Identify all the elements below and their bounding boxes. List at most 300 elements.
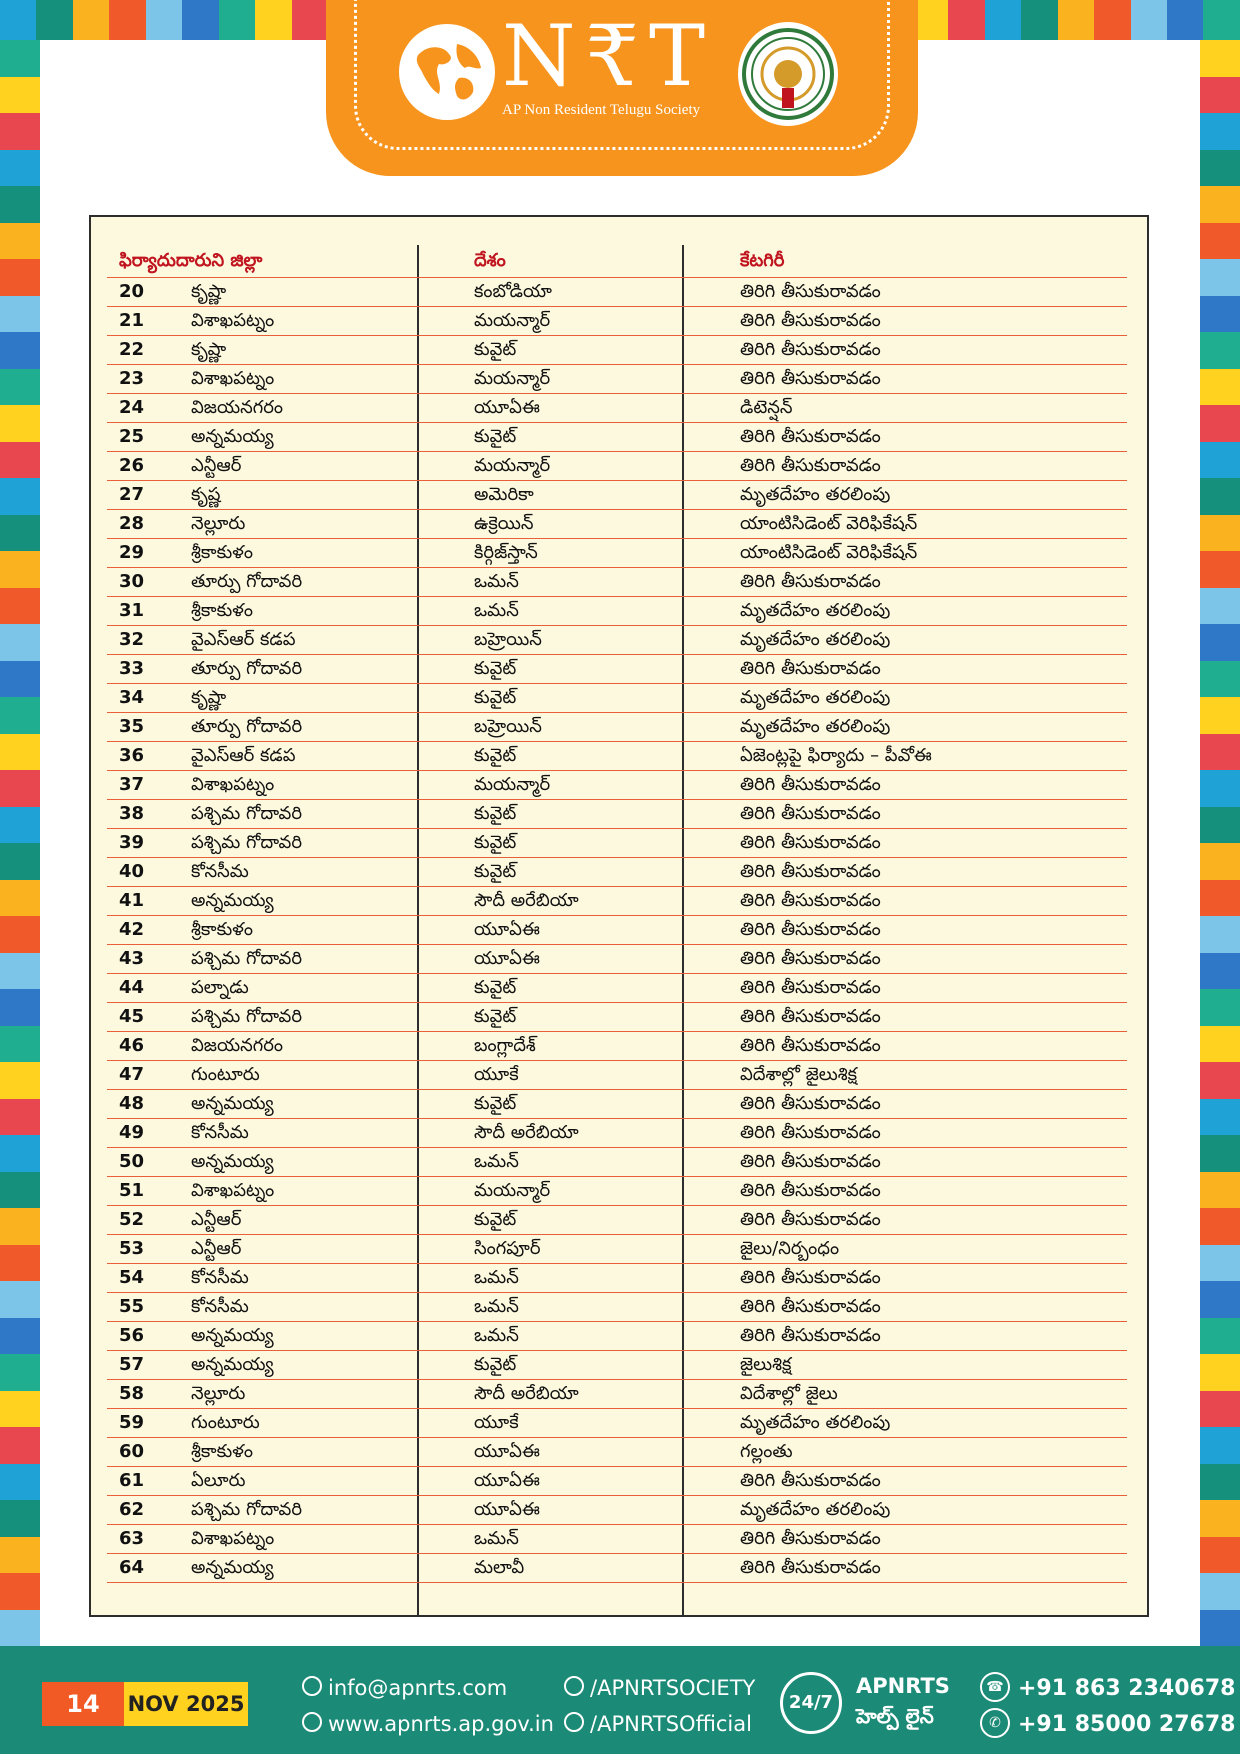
row-district: అన్నమయ్య <box>191 426 274 447</box>
border-tile <box>1200 880 1240 917</box>
border-tile <box>0 1500 40 1537</box>
border-tile <box>36 0 72 40</box>
table-row <box>107 1409 1127 1438</box>
email-contact[interactable] <box>302 1676 507 1700</box>
row-number: 48 <box>119 1093 145 1114</box>
row-country: మయన్మార్ <box>474 310 551 331</box>
border-tile <box>0 989 40 1026</box>
footer-bar <box>0 1646 1240 1754</box>
border-tile <box>219 0 255 40</box>
row-number: 59 <box>119 1412 145 1433</box>
row-number: 32 <box>119 629 145 650</box>
table-row <box>107 771 1127 800</box>
table-row <box>107 887 1127 916</box>
row-country: ఒమన్ <box>474 1528 519 1549</box>
helpline-24x7-badge: 24/7 <box>780 1672 842 1734</box>
table-row <box>107 278 1127 307</box>
row-district: విశాఖపట్నం <box>191 1528 275 1549</box>
border-tile <box>0 697 40 734</box>
border-tile <box>0 880 40 917</box>
row-category: తిరిగి తీసుకురావడం <box>740 1035 881 1056</box>
row-category: తిరిగి తీసుకురావడం <box>740 1151 881 1172</box>
row-number: 50 <box>119 1151 145 1172</box>
table-row <box>107 1467 1127 1496</box>
border-tile <box>0 150 40 187</box>
table-row <box>107 539 1127 568</box>
row-category: తిరిగి తీసుకురావడం <box>740 1296 881 1317</box>
row-category: తిరిగి తీసుకురావడం <box>740 368 881 389</box>
row-district: కోనసీమ <box>191 1296 249 1317</box>
organization-name: AP Non Resident Telugu Society <box>502 102 701 118</box>
border-tile <box>1058 0 1094 40</box>
border-tile <box>1200 1537 1240 1574</box>
row-category: తిరిగి తీసుకురావడం <box>740 1209 881 1230</box>
border-tile <box>1200 1099 1240 1136</box>
header-category: కేటగిరీ <box>740 250 785 271</box>
border-tile <box>0 223 40 260</box>
row-country: కువైట్ <box>474 977 517 998</box>
twitter-handle: /APNRTSOfficial <box>590 1712 752 1736</box>
row-country: సౌదీ అరేబియా <box>474 1122 579 1143</box>
border-tile <box>1200 843 1240 880</box>
row-category: డిటెన్షన్ <box>740 397 793 418</box>
row-district: కోనసీమ <box>191 1267 249 1288</box>
row-country: బహ్రెయిన్ <box>474 629 542 650</box>
row-country: కువైట్ <box>474 1354 517 1375</box>
border-tile <box>1200 624 1240 661</box>
row-district: పశ్చిమ గోదావరి <box>191 1499 303 1520</box>
border-tile <box>0 953 40 990</box>
row-country: కువైట్ <box>474 745 517 766</box>
border-tile <box>0 624 40 661</box>
row-district: కృష్ణా <box>191 687 227 708</box>
row-number: 60 <box>119 1441 145 1462</box>
row-district: ఎన్టీఆర్ <box>191 455 242 476</box>
row-number: 33 <box>119 658 145 679</box>
row-district: పశ్చిమ గోదావరి <box>191 832 303 853</box>
row-number: 41 <box>119 890 145 911</box>
table-row <box>107 1525 1127 1554</box>
row-country: సింగపూర్ <box>474 1238 541 1259</box>
row-district: నెల్లూరు <box>191 513 246 534</box>
row-district: తూర్పు గోదావరి <box>191 716 303 737</box>
row-number: 47 <box>119 1064 145 1085</box>
border-tile <box>0 1354 40 1391</box>
border-tile <box>0 843 40 880</box>
row-number: 23 <box>119 368 145 389</box>
row-category: మృతదేహం తరలింపు <box>740 600 891 621</box>
row-category: తిరిగి తీసుకురావడం <box>740 1470 881 1491</box>
row-country: యూఏఈ <box>474 1470 540 1491</box>
phone-number-1[interactable] <box>980 1674 1235 1704</box>
row-category: తిరిగి తీసుకురావడం <box>740 948 881 969</box>
row-category: తిరిగి తీసుకురావడం <box>740 426 881 447</box>
border-tile <box>0 916 40 953</box>
row-country: మలావీ <box>474 1557 525 1578</box>
row-category: తిరిగి తీసుకురావడం <box>740 919 881 940</box>
row-district: పశ్చిమ గోదావరి <box>191 1006 303 1027</box>
row-district: తూర్పు గోదావరి <box>191 658 303 679</box>
border-tile <box>1200 1573 1240 1610</box>
helpline-subtitle: హెల్ప్ లైన్ <box>856 1704 934 1728</box>
border-tile <box>0 661 40 698</box>
border-tile <box>1131 0 1167 40</box>
row-number: 43 <box>119 948 145 969</box>
row-category: తిరిగి తీసుకురావడం <box>740 1122 881 1143</box>
ap-government-emblem-icon <box>738 22 838 126</box>
border-tile <box>985 0 1021 40</box>
border-tile <box>0 1318 40 1355</box>
border-tile <box>182 0 218 40</box>
table-row <box>107 974 1127 1003</box>
border-tile <box>1200 953 1240 990</box>
issue-date: NOV 2025 <box>124 1682 248 1726</box>
row-number: 54 <box>119 1267 145 1288</box>
table-row <box>107 452 1127 481</box>
border-tile <box>0 1026 40 1063</box>
table-row <box>107 1090 1127 1119</box>
border-tile <box>1200 442 1240 479</box>
helpline-title: APNRTS <box>856 1674 950 1698</box>
row-country: యూఏఈ <box>474 919 540 940</box>
border-tile <box>0 770 40 807</box>
website-link[interactable] <box>302 1712 554 1736</box>
row-country: యూఏఈ <box>474 397 540 418</box>
row-district: కోనసీమ <box>191 1122 249 1143</box>
row-district: వైఎస్ఆర్ కడప <box>191 745 296 766</box>
border-tile <box>0 0 36 40</box>
row-category: తిరిగి తీసుకురావడం <box>740 1093 881 1114</box>
table-row <box>107 568 1127 597</box>
row-country: బహ్రెయిన్ <box>474 716 542 737</box>
header-country: దేశం <box>474 250 506 271</box>
table-row <box>107 1032 1127 1061</box>
row-district: గుంటూరు <box>191 1412 260 1433</box>
table-row <box>107 510 1127 539</box>
row-district: విజయనగరం <box>191 397 284 418</box>
row-district: అన్నమయ్య <box>191 1325 274 1346</box>
border-tile <box>1200 113 1240 150</box>
border-tile <box>0 515 40 552</box>
row-category: విదేశాల్లో జైలు <box>740 1383 838 1404</box>
border-tile <box>0 113 40 150</box>
phone-number-2-text: +91 85000 27678 <box>1018 1712 1236 1737</box>
border-tile <box>1200 186 1240 223</box>
row-number: 63 <box>119 1528 145 1549</box>
table-row <box>107 365 1127 394</box>
facebook-handle: /APNRTSOCIETY <box>590 1676 756 1700</box>
border-tile <box>0 186 40 223</box>
border-tile <box>0 77 40 114</box>
table-row <box>107 423 1127 452</box>
table-row <box>107 1177 1127 1206</box>
border-tile <box>1200 1281 1240 1318</box>
border-tile <box>109 0 145 40</box>
row-district: పశ్చిమ గోదావరి <box>191 803 303 824</box>
border-tile <box>1200 1172 1240 1209</box>
border-tile <box>1200 515 1240 552</box>
row-country: కువైట్ <box>474 803 517 824</box>
border-tile <box>292 0 328 40</box>
border-tile <box>1200 1245 1240 1282</box>
border-tile <box>1200 807 1240 844</box>
row-country: కిర్గిజ్‌స్తాన్ <box>474 542 538 563</box>
row-country: మయన్మార్ <box>474 1180 551 1201</box>
row-category: మృతదేహం తరలింపు <box>740 687 891 708</box>
border-tile <box>0 1610 40 1647</box>
table-row <box>107 1496 1127 1525</box>
row-district: శ్రీకాకుళం <box>191 919 253 940</box>
row-category: తిరిగి తీసుకురావడం <box>740 977 881 998</box>
row-category: తిరిగి తీసుకురావడం <box>740 1180 881 1201</box>
row-country: మయన్మార్ <box>474 774 551 795</box>
row-district: ఎన్టీఆర్ <box>191 1238 242 1259</box>
row-category: జైలుశిక్ష <box>740 1354 792 1375</box>
border-tile <box>0 1062 40 1099</box>
border-tile <box>1200 1135 1240 1172</box>
border-tile <box>0 1391 40 1428</box>
border-tile <box>0 442 40 479</box>
phone-number-2[interactable] <box>980 1710 1235 1740</box>
table-row <box>107 1293 1127 1322</box>
border-tile <box>0 405 40 442</box>
border-tile <box>1200 405 1240 442</box>
row-number: 44 <box>119 977 145 998</box>
border-tile <box>255 0 291 40</box>
table-row <box>107 1438 1127 1467</box>
border-tile <box>1200 661 1240 698</box>
row-country: కువైట్ <box>474 339 517 360</box>
row-category: తిరిగి తీసుకురావడం <box>740 1267 881 1288</box>
border-tile <box>0 1099 40 1136</box>
border-tile <box>1200 1318 1240 1355</box>
row-country: కువైట్ <box>474 1209 517 1230</box>
row-country: ఒమన్ <box>474 1296 519 1317</box>
row-country: కంబోడియా <box>474 281 552 302</box>
row-category: జైలు/నిర్బంధం <box>740 1238 840 1259</box>
row-number: 22 <box>119 339 145 360</box>
border-tile <box>146 0 182 40</box>
row-country: యూకే <box>474 1412 519 1433</box>
row-category: తిరిగి తీసుకురావడం <box>740 455 881 476</box>
row-category: మృతదేహం తరలింపు <box>740 1499 891 1520</box>
row-number: 21 <box>119 310 145 331</box>
border-tile <box>1200 223 1240 260</box>
table-row <box>107 1380 1127 1409</box>
page-number: 14 <box>42 1682 124 1726</box>
table-header-row <box>107 247 1127 278</box>
row-district: ఎన్టీఆర్ <box>191 1209 242 1230</box>
row-number: 31 <box>119 600 145 621</box>
row-number: 29 <box>119 542 145 563</box>
decorative-right-border <box>1200 40 1240 1646</box>
border-tile <box>1200 1391 1240 1428</box>
row-number: 25 <box>119 426 145 447</box>
row-number: 27 <box>119 484 145 505</box>
border-tile <box>1200 1062 1240 1099</box>
row-district: నెల్లూరు <box>191 1383 246 1404</box>
row-country: మయన్మార్ <box>474 368 551 389</box>
row-country: మయన్మార్ <box>474 455 551 476</box>
row-number: 62 <box>119 1499 145 1520</box>
row-number: 26 <box>119 455 145 476</box>
row-category: మృతదేహం తరలింపు <box>740 716 891 737</box>
border-tile <box>0 588 40 625</box>
row-district: శ్రీకాకుళం <box>191 542 253 563</box>
row-country: ఒమన్ <box>474 1151 519 1172</box>
row-country: ఒమన్ <box>474 571 519 592</box>
row-category: తిరిగి తీసుకురావడం <box>740 310 881 331</box>
table-row <box>107 1322 1127 1351</box>
border-tile <box>0 478 40 515</box>
row-number: 20 <box>119 281 145 302</box>
border-tile <box>0 296 40 333</box>
row-country: ఒమన్ <box>474 1325 519 1346</box>
row-category: తిరిగి తీసుకురావడం <box>740 571 881 592</box>
border-tile <box>1200 478 1240 515</box>
row-number: 35 <box>119 716 145 737</box>
table-row <box>107 1554 1127 1583</box>
row-district: పశ్చిమ గోదావరి <box>191 948 303 969</box>
border-tile <box>1200 296 1240 333</box>
row-country: యూఏఈ <box>474 1441 540 1462</box>
border-tile <box>1200 1208 1240 1245</box>
row-district: విశాఖపట్నం <box>191 310 275 331</box>
row-number: 45 <box>119 1006 145 1027</box>
row-number: 36 <box>119 745 145 766</box>
border-tile <box>1200 770 1240 807</box>
row-country: సౌదీ అరేబియా <box>474 890 579 911</box>
table-row <box>107 481 1127 510</box>
border-tile <box>1200 1354 1240 1391</box>
row-category: విదేశాల్లో జైలుశిక్ష <box>740 1064 858 1085</box>
row-country: బంగ్లాదేశ్ <box>474 1035 536 1056</box>
table-row <box>107 1119 1127 1148</box>
border-tile <box>0 40 40 77</box>
row-number: 57 <box>119 1354 145 1375</box>
row-district: తూర్పు గోదావరి <box>191 571 303 592</box>
table-row <box>107 1003 1127 1032</box>
row-country: ఒమన్ <box>474 600 519 621</box>
row-category: తిరిగి తీసుకురావడం <box>740 1006 881 1027</box>
row-country: యూఏఈ <box>474 1499 540 1520</box>
table-row <box>107 1206 1127 1235</box>
header-badge <box>326 0 918 176</box>
twitter-link[interactable] <box>564 1712 752 1736</box>
row-district: అన్నమయ్య <box>191 890 274 911</box>
row-number: 34 <box>119 687 145 708</box>
table-row <box>107 626 1127 655</box>
row-district: అన్నమయ్య <box>191 1093 274 1114</box>
website-url: www.apnrts.ap.gov.in <box>328 1712 554 1736</box>
border-tile <box>948 0 984 40</box>
table-row <box>107 858 1127 887</box>
globe-icon <box>302 1712 322 1732</box>
table-row <box>107 800 1127 829</box>
row-number: 53 <box>119 1238 145 1259</box>
row-country: కువైట్ <box>474 687 517 708</box>
table-row <box>107 655 1127 684</box>
border-tile <box>1200 1464 1240 1501</box>
border-tile <box>1200 989 1240 1026</box>
table-row <box>107 1061 1127 1090</box>
border-tile <box>0 1281 40 1318</box>
border-tile <box>0 259 40 296</box>
table-row <box>107 1235 1127 1264</box>
table-row <box>107 684 1127 713</box>
brand-logo-text: N₹T <box>502 7 715 105</box>
table-row <box>107 742 1127 771</box>
table-row <box>107 1351 1127 1380</box>
row-country: ఒమన్ <box>474 1267 519 1288</box>
row-district: విశాఖపట్నం <box>191 774 275 795</box>
table-row <box>107 829 1127 858</box>
border-tile <box>0 1208 40 1245</box>
email-address: info@apnrts.com <box>328 1676 508 1700</box>
border-tile <box>0 807 40 844</box>
row-category: యాంటిసిడెంట్ వెరిఫికేషన్ <box>740 542 918 563</box>
row-category: తిరిగి తీసుకురావడం <box>740 281 881 302</box>
facebook-link[interactable] <box>564 1676 755 1700</box>
row-country: యూకే <box>474 1064 519 1085</box>
table-row <box>107 597 1127 626</box>
table-row <box>107 916 1127 945</box>
row-category: గల్లంతు <box>740 1441 793 1462</box>
row-number: 30 <box>119 571 145 592</box>
row-district: విశాఖపట్నం <box>191 1180 275 1201</box>
row-number: 49 <box>119 1122 145 1143</box>
border-tile <box>1200 1026 1240 1063</box>
row-category: తిరిగి తీసుకురావడం <box>740 890 881 911</box>
row-district: కృష్ణ <box>191 484 221 505</box>
row-category: మృతదేహం తరలింపు <box>740 1412 891 1433</box>
row-number: 61 <box>119 1470 145 1491</box>
row-number: 58 <box>119 1383 145 1404</box>
row-country: ఉక్రెయిన్ <box>474 513 534 534</box>
row-category: తిరిగి తీసుకురావడం <box>740 1557 881 1578</box>
row-number: 55 <box>119 1296 145 1317</box>
border-tile <box>1094 0 1130 40</box>
row-district: విజయనగరం <box>191 1035 284 1056</box>
row-category: తిరిగి తీసుకురావడం <box>740 1325 881 1346</box>
row-number: 56 <box>119 1325 145 1346</box>
row-country: కువైట్ <box>474 832 517 853</box>
complaints-table <box>89 215 1149 1617</box>
row-district: శ్రీకాకుళం <box>191 1441 253 1462</box>
row-country: కువైట్ <box>474 861 517 882</box>
border-tile <box>0 734 40 771</box>
x-twitter-icon <box>564 1712 584 1732</box>
row-category: తిరిగి తీసుకురావడం <box>740 832 881 853</box>
border-tile <box>0 1573 40 1610</box>
row-district: వైఎస్ఆర్ కడప <box>191 629 296 650</box>
border-tile <box>1200 551 1240 588</box>
table-row <box>107 394 1127 423</box>
row-number: 52 <box>119 1209 145 1230</box>
border-tile <box>1203 0 1239 40</box>
border-tile <box>0 1427 40 1464</box>
row-district: కోనసీమ <box>191 861 249 882</box>
row-category: మృతదేహం తరలింపు <box>740 629 891 650</box>
row-country: కువైట్ <box>474 1006 517 1027</box>
phone-icon: ☎ <box>980 1672 1010 1702</box>
row-country: కువైట్ <box>474 1093 517 1114</box>
row-country: సౌదీ అరేబియా <box>474 1383 579 1404</box>
table-row <box>107 1264 1127 1293</box>
row-number: 46 <box>119 1035 145 1056</box>
border-tile <box>1200 1427 1240 1464</box>
border-tile <box>1200 77 1240 114</box>
